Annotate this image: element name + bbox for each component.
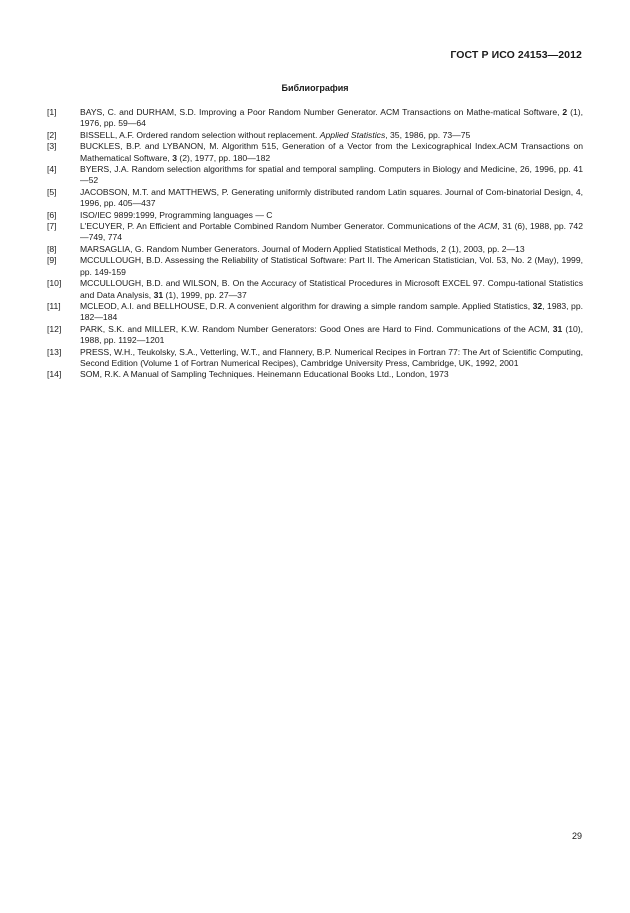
entry-segment: MCCULLOUGH, B.D. and WILSON, B. On the Accuracy of Statistical Procedures in Microsoft EXCEL 97. Compu-tational Statistics and Data Analysis,: [80, 278, 583, 300]
bibliography-entry: [47, 369, 583, 380]
entry-segment: BISSELL, A.F. Ordered random selection without replacement.: [80, 129, 320, 140]
entry-segment: L'ECUYER, P. An Efficient and Portable Combined Random Number Generator. Communications of the: [80, 221, 479, 232]
entry-segment: MARSAGLIA, G. Random Number Generators. Journal of Modern Applied Statistical Methods, 2 (1), 2003, pp. 2—13: [80, 243, 525, 254]
bibliography-entry: [47, 347, 583, 370]
bibliography-title: Библиография: [281, 83, 349, 93]
entry-text: [80, 301, 583, 324]
entry-number: [6]: [47, 209, 57, 220]
entry-segment: PRESS, W.H., Teukolsky, S.A., Vetterling, W.T., and Flannery, B.P. Numerical Recipes in Fortran 77: The Art of Scientific Computing, Second Edition (Volume 1 of Fortran Numerical Recipes), Cambridge University Press, Cambridge, UK, 1992, 2001: [80, 346, 583, 368]
entry-segment: ISO/IEC 9899:1999, Programming languages — C: [80, 209, 273, 220]
entry-volume: 3: [172, 152, 177, 163]
entry-segment: (10), 1988, pp. 1192—1201: [80, 323, 583, 346]
entry-volume: 31: [552, 323, 563, 334]
entry-number: [13]: [47, 346, 62, 357]
entry-number: [4]: [47, 164, 57, 175]
entry-journal: Applied Statistics: [319, 129, 386, 140]
entry-text: [80, 324, 583, 347]
entry-segment: MCLEOD, A.I. and BELLHOUSE, D.R. A convenient algorithm for drawing a simple random sample. Applied Statistics,: [80, 300, 533, 311]
bibliography-entry: [47, 301, 583, 324]
entry-number: [9]: [47, 255, 57, 266]
bibliography-entry: [47, 141, 583, 164]
entry-segment: (2), 1977, pp. 180—182: [176, 152, 271, 163]
entry-volume: 2: [562, 107, 568, 117]
entry-number: [7]: [47, 221, 57, 232]
entry-text: [80, 210, 583, 221]
bibliography-entry: [47, 107, 583, 130]
entry-segment: BUCKLES, B.P. and LYBANON, M. Algorithm 515, Generation of a Vector from the Lexicographical Index.ACM Transactions on Mathematical Software,: [80, 141, 583, 163]
bibliography-entry: [47, 324, 583, 347]
entry-segment: SOM, R.K. A Manual of Sampling Techniques. Heinemann Educational Books Ltd., London, 1973: [80, 369, 449, 380]
entry-number: [1]: [47, 107, 57, 117]
entry-segment: BYERS, J.A. Random selection algorithms for spatial and temporal sampling. Computers in Biology and Medicine, 26, 1996, pp. 41—52: [80, 164, 583, 186]
entry-segment: BAYS, C. and DURHAM, S.D. Improving a Poor Random Number Generator. ACM Transactions on Mathe-matical Software,: [80, 107, 563, 117]
entry-journal: ACM: [478, 221, 498, 232]
entry-text: [80, 255, 583, 278]
entry-text: [80, 221, 583, 244]
bibliography-entry: [47, 130, 583, 141]
entry-text: [80, 244, 583, 255]
bibliography-entry: [47, 278, 583, 301]
entry-volume: 32: [532, 300, 543, 311]
entry-segment: MCCULLOUGH, B.D. Assessing the Reliability of Statistical Software: Part II. The American Statistician, Vol. 53, No. 2 (May), 1999, pp. 149-159: [80, 255, 583, 277]
bibliography-entry: [47, 255, 583, 278]
entry-number: [10]: [47, 278, 62, 289]
entry-number: [12]: [47, 323, 62, 334]
entry-number: [3]: [47, 141, 57, 152]
entry-segment: , 35, 1986, pp. 73—75: [385, 129, 471, 140]
entry-segment: JACOBSON, M.T. and MATTHEWS, P. Generating uniformly distributed random Latin squares. Journal of Com-binatorial Design, 4, 1996, pp. 405—437: [80, 186, 583, 209]
entry-number: [11]: [47, 300, 61, 311]
page-number: 29: [571, 831, 582, 841]
entry-segment: , 1983, pp. 182—184: [80, 300, 583, 323]
entry-text: [80, 130, 583, 141]
entry-segment: , 31 (6), 1988, pp. 742—749, 774: [80, 221, 583, 243]
standard-code-header: ГОСТ Р ИСО 24153—2012: [450, 49, 582, 61]
bibliography-entry: [47, 210, 583, 221]
entry-text: [80, 347, 583, 370]
bibliography-entry: [47, 164, 583, 187]
entry-segment: (1), 1976, pp. 59—64: [80, 107, 583, 129]
entry-text: [80, 369, 583, 380]
bibliography-entry: [47, 244, 583, 255]
entry-text: [80, 107, 583, 130]
entry-number: [5]: [47, 186, 57, 197]
entry-text: [80, 164, 583, 187]
entry-text: [80, 187, 583, 210]
entry-segment: PARK, S.K. and MILLER, K.W. Random Number Generators: Good Ones are Hard to Find. Communications of the ACM,: [80, 323, 553, 334]
entry-volume: 31: [153, 289, 164, 300]
entry-number: [8]: [47, 243, 57, 254]
bibliography-list: [47, 107, 583, 381]
entry-segment: (1), 1999, pp. 27—37: [163, 289, 247, 300]
bibliography-entry: [47, 221, 583, 244]
bibliography-entry: [47, 187, 583, 210]
entry-number: [14]: [47, 369, 62, 380]
entry-text: [80, 278, 583, 301]
entry-number: [2]: [47, 129, 57, 140]
entry-text: [80, 141, 583, 164]
